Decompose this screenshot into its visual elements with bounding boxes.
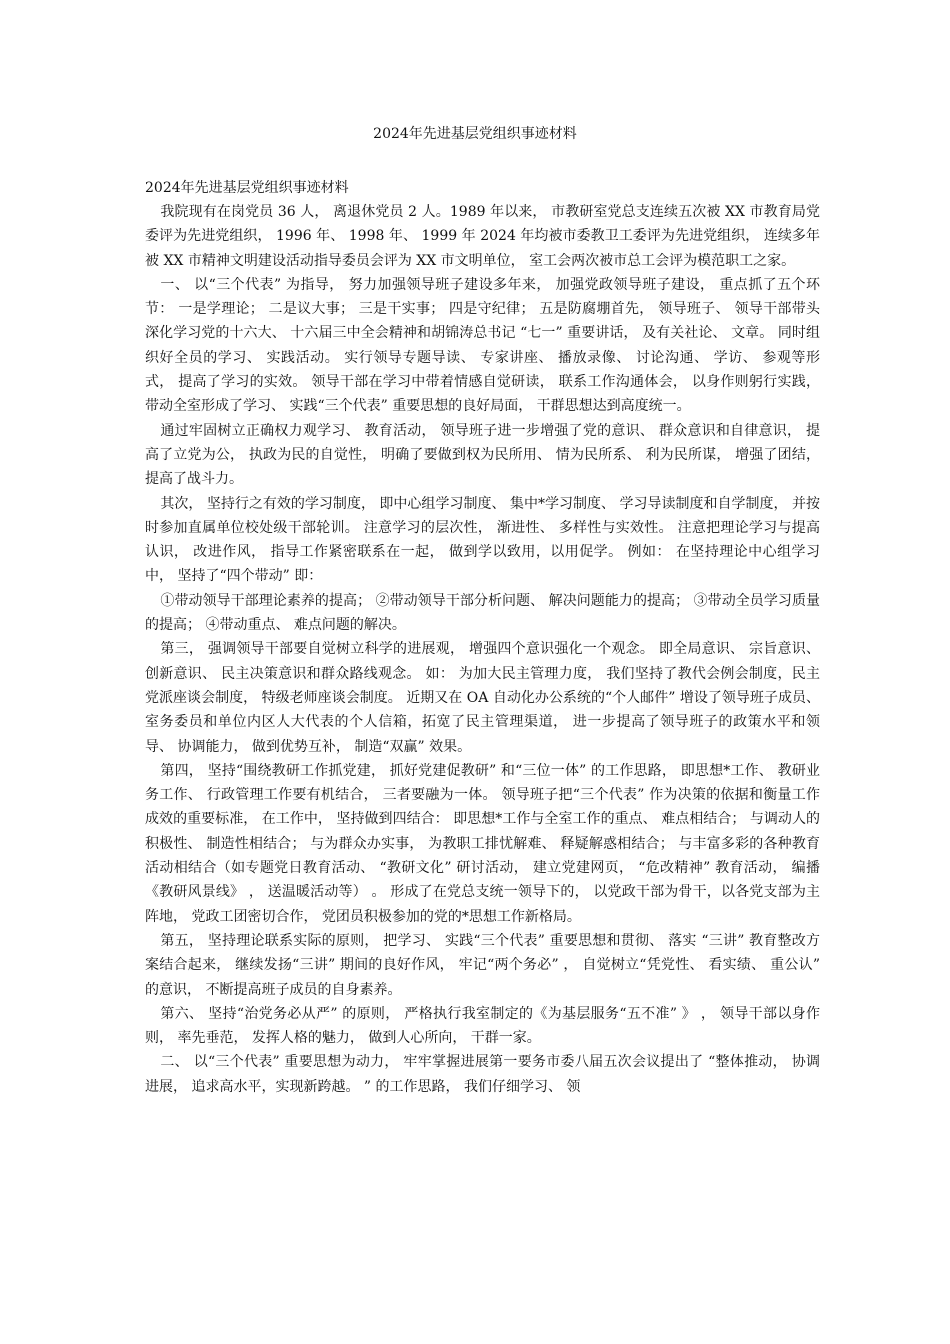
paragraph-4: 其次， 坚持行之有效的学习制度， 即中心组学习制度、 集中*学习制度、 学习导读制度和自学制度， 并按时参加直属单位校处级干部轮训。 注意学习的层次性， 渐进性、 多样性与实效性。 注意把理论学习与提高认识， 改进作风， 指导工作紧密联系在一起， 做到学以致用，以用促学。 例如： 在坚持理论中心组学习中， 坚持了“四个带动” 即： [145,495,820,585]
paragraph-10: 二、 以“三个代表” 重要思想为动力， 牢牢掌握进展第一要务市委八届五次会议提出了 “整体推动， 协调进展， 追求高水平，实现新跨越。 ” 的工作思路， 我们仔细学习、 领 [145,1054,820,1095]
document-body [145,176,820,1099]
paragraph-9: 第六、 坚持“治党务必从严” 的原则， 严格执行我室制定的《为基层服务“五不准” 》 ， 领导干部以身作则， 率先垂范， 发挥人格的魅力， 做到人心所向， 干群一家。 [145,1005,820,1047]
page-title: 2024年先进基层党组织事迹材料 [373,126,577,142]
paragraph-8: 第五， 坚持理论联系实际的原则， 把学习、 实践“三个代表” 重要思想和贯彻、 落实 “三讲” 教育整改方案结合起来， 继续发扬“三讲” 期间的良好作风， 牢记“两个务必” ， 自觉树立“凭党性、 看实绩、 重公认” 的意识， 不断提高班子成员的自身素养。 [145,932,820,998]
paragraph-6: 第三， 强调领导干部要自觉树立科学的进展观， 增强四个意识强化一个观念。 即全局意识、 宗旨意识、 创新意识、 民主决策意识和群众路线观念。 如： 为加大民主管理力度， 我们坚持了教代会例会制度，民主党派座谈会制度， 特级老师座谈会制度。 近期又在 OA 自动化办公系统的“个人邮件” 增设了领导班子成员、 室务委员和单位内区人大代表的个人信箱，拓宽了民主管理渠道， 进一步提高了领导班子的政策水平和领导、 协调能力， 做到优势互补， 制造“双赢” 效果。 [145,641,820,755]
paragraph-2: 一、 以“三个代表” 为指导， 努力加强领导班子建设多年来， 加强党政领导班子建设， 重点抓了五个环节： 一是学理论； 二是议大事； 三是干实事； 四是守纪律； 五是防腐堋首先， 领导班子、 领导干部带头深化学习党的十六大、 十六届三中全会精神和胡锦涛总书记 “七一” 重要讲话， 及有关社论、 文章。 同时组织好全员的学习、 实践活动。 实行领导专题导读、 专家讲座、 播放录像、 讨论沟通、 学访、 参观等形式， 提高了学习的实效。 领导干部在学习中带着情感自觉研读， 联系工作沟通体会， 以身作则躬行实践， 带动全室形成了学习、 实践“三个代表” 重要思想的良好局面， 干群思想达到高度统一。 [145,276,820,415]
paragraph-1: 我院现有在岗党员 36 人， 离退休党员 2 人。1989 年以来， 市教研室党总支连续五次被 XX 市教育局党委评为先进党组织， 1996 年、 1998 年、 1999 年 2024 年均被市委教卫工委评为先进党组织， 连续多年被 XX 市精神文明建设活动指导委员会评为 XX 市文明单位， 室工会两次被市总工会评为模范职工之家。 [145,204,820,269]
paragraph-7: 第四， 坚持“围绕教研工作抓党建， 抓好党建促教研” 和“三位一体” 的工作思路， 即思想*工作、 教研业务工作、 行政管理工作要有机结合， 三者要融为一体。 领导班子把“三个代表” 作为决策的依据和衡量工作成效的重要标准， 在工作中， 坚持做到四结合： 即思想*工作与全室工作的重点、 难点相结合； 与调动人的积极性、 制造性相结合； 与为群众办实事， 为教职工排忧解难、 释疑解惑相结合； 与丰富多彩的各种教育活动相结合（如专题党日教育活动、 “教研文化” 研讨活动， 建立党建网页， “危改精神” 教育活动， 编播 《教研风景线》 ， 送温暖活动等） 。 形成了在党总支统一领导下的， 以党政干部为骨干，以各党支部为主阵地， 党政工团密切合作， 党团员积极参加的党的*思想工作新格局。 [145,762,820,925]
paragraph-3: 通过牢固树立正确权力观学习、 教育活动， 领导班子进一步增强了党的意识、 群众意识和自律意识， 提高了立党为公， 执政为民的自觉性， 明确了要做到权为民所用、 情为民所系、 利为民所谋， 增强了团结， 提高了战斗力。 [145,422,820,488]
paragraph-5: ①带动领导干部理论素养的提高； ②带动领导干部分析问题、 解决问题能力的提高； ③带动全员学习质量的提高； ④带动重点、 难点问题的解决。 [145,592,820,634]
document-subtitle: 2024年先进基层党组织事迹材料 [145,180,349,196]
